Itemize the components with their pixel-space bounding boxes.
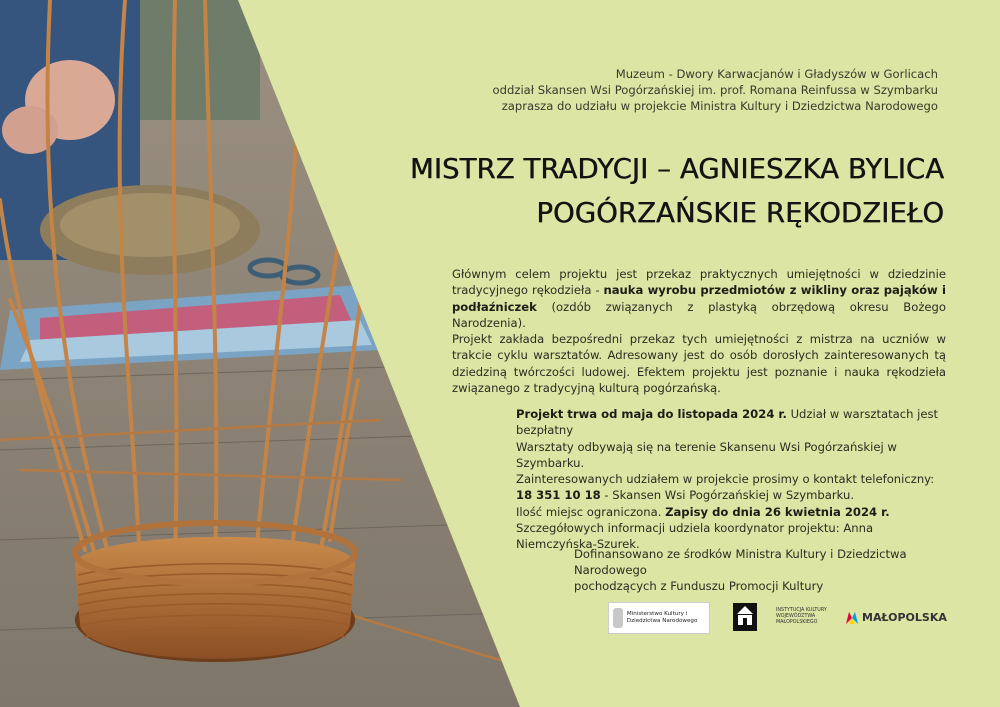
phone-suffix: - Skansen Wsi Pogórzańskiej w Szymbarku. — [600, 488, 855, 503]
duration-line — [516, 406, 946, 439]
institution-logo-text: INSTYTUCJA KULTURY WOJEWÓDZTWA MAŁOPOLSKIEGO — [776, 608, 827, 625]
free-text: Udział w warsztatach jest bezpłatny — [516, 407, 939, 438]
ministry-logo-text: Ministerstwo Kultury i Dziedzictwa Narodowego — [626, 611, 698, 624]
location-line: Warsztaty odbywają się na terenie Skansenu Wsi Pogórzańskiej w Szymbarku. — [516, 439, 897, 470]
skansen-logo-icon — [732, 602, 758, 632]
description-text: Głównym celem projektu jest przekaz praktycznych umiejętności w dziedzinie tradycyjnego rękodzieła - — [452, 267, 946, 298]
limited-text: Ilość miejsc ograniczona. — [516, 504, 666, 519]
phone-number: 18 351 10 18 — [516, 488, 601, 503]
description-text-end: (ozdób związanych z plastyką obrzędową okresu Bożego Narodzenia). — [452, 299, 946, 330]
ministry-logo — [608, 602, 710, 634]
eagle-emblem-icon — [613, 608, 623, 628]
header-line-2: oddział Skansen Wsi Pogórzańskiej im. prof. Romana Reinfussa w Szymbarku — [492, 83, 938, 97]
header-line-1: Muzeum - Dwory Karwacjanów i Gładyszów w Gorlicach — [615, 67, 938, 81]
funding-note — [574, 546, 954, 594]
poster-title — [304, 147, 944, 235]
duration-text: Projekt trwa od maja do listopada 2024 r. — [516, 407, 787, 421]
contact-intro-line: Zainteresowanych udziałem w projekcie prosimy o kontakt telefoniczny: — [516, 472, 935, 487]
malopolska-logo-text: MAŁOPOLSKA — [862, 611, 947, 624]
description-highlight: nauka wyrobu przedmiotów z wikliny oraz pająków i podłaźniczek — [452, 283, 946, 314]
header-line-3: zaprasza do udziału w projekcie Ministra Kultury i Dziedzictwa Narodowego — [501, 99, 938, 113]
title-line-2: POGÓRZAŃSKIE RĘKODZIEŁO — [536, 197, 944, 229]
phone-line — [516, 487, 946, 503]
deadline-text: Zapisy do dnia 26 kwietnia 2024 r. — [665, 504, 890, 519]
project-details — [516, 406, 946, 553]
malopolska-logo — [846, 611, 947, 624]
organizer-header — [378, 66, 938, 114]
funding-line-2: pochodzących z Funduszu Promocji Kultury — [574, 579, 824, 593]
malopolska-mark-icon — [846, 612, 858, 624]
funding-line-1: Dofinansowano ze środków Ministra Kultury i Dziedzictwa Narodowego — [574, 547, 907, 577]
description-paragraph-1 — [452, 266, 946, 331]
title-line-1: MISTRZ TRADYCJI – AGNIESZKA BYLICA — [409, 153, 944, 185]
project-description — [452, 266, 946, 396]
description-paragraph-2: Projekt zakłada bezpośredni przekaz tych umiejętności z mistrza na uczniów w trakcie cyklu warsztatów. Adresowany jest do osób dorosłych zainteresowanych tą dziedziną twórczości ludowej. Efektem projektu jest poznanie i nauka rękodzieła związanego z tradycyjną kulturą pogórzańską. — [452, 332, 946, 396]
coordinator-text: Szczegółowych informacji udziela koordynator projektu: Anna Niemczyńska-Szurek. — [516, 521, 874, 552]
